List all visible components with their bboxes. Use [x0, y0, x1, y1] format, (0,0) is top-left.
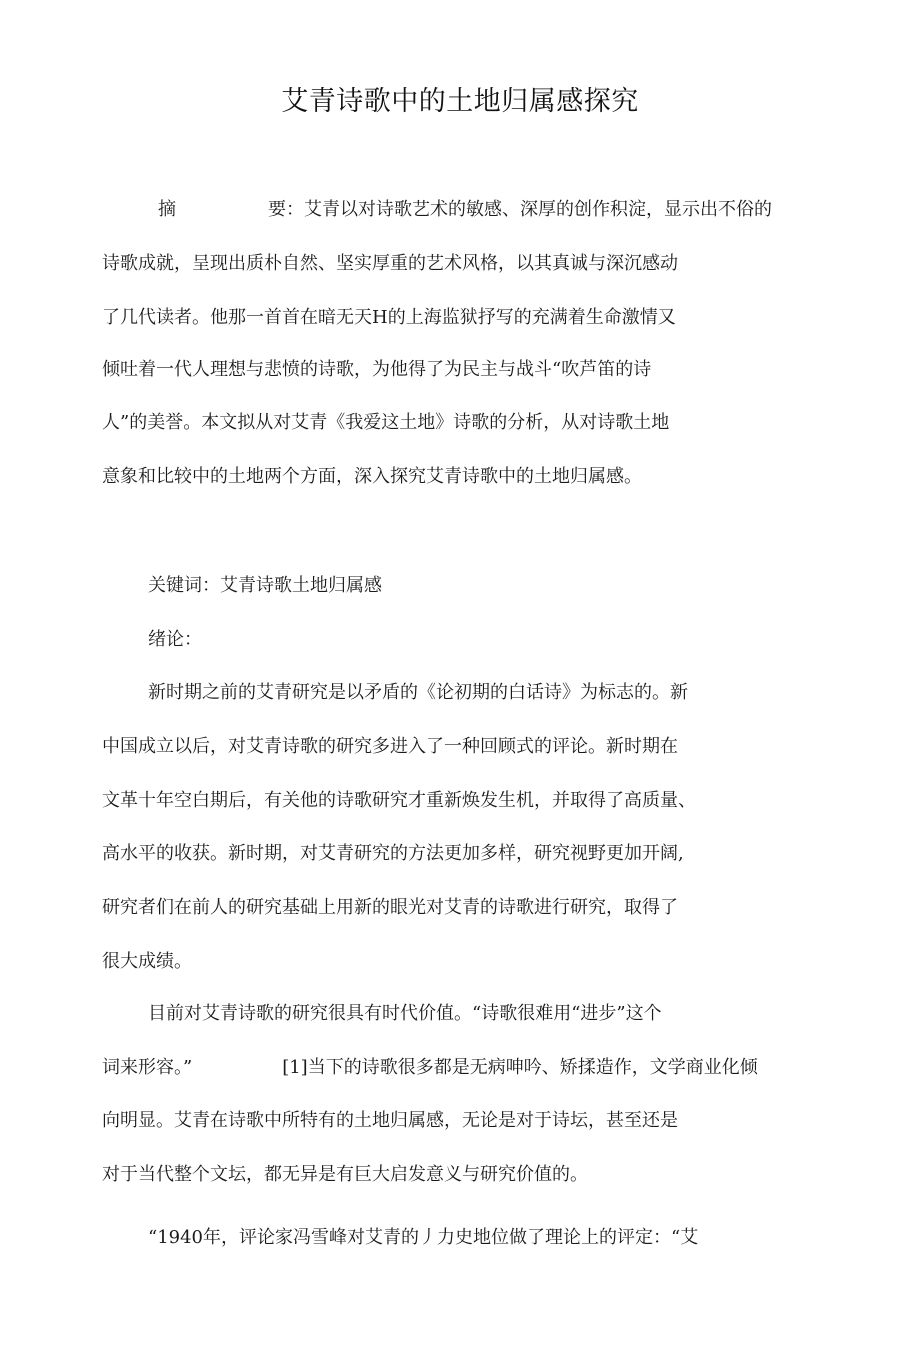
paragraph-line: 文革十年空白期后，有关他的诗歌研究才重新焕发生机，并取得了高质量、: [102, 790, 696, 811]
quote-end-text: 词来形容。”: [102, 1057, 193, 1078]
paragraph-line: 向明显。艾青在诗歌中所特有的土地归属感，无论是对于诗坛，甚至还是: [102, 1110, 678, 1131]
abstract-label-second-char: [268, 198, 772, 222]
paragraph-line-with-citation: [102, 1056, 758, 1080]
paragraph-line: “1940年，评论家冯雪峰对艾青的丿力史地位做了理论上的评定：“艾: [148, 1227, 699, 1248]
citation-text: [1]当下的诗歌很多都是无病呻吟、矫揉造作，文学商业化倾: [282, 1057, 758, 1078]
abstract-line: 诗歌成就，呈现出质朴自然、坚实厚重的艺术风格，以其真诚与深沉感动: [102, 253, 678, 274]
abstract-label-colon: 要：: [268, 199, 304, 220]
abstract-line: 倾吐着一代人理想与悲愤的诗歌，为他得了为民主与战斗“吹芦笛的诗: [102, 359, 652, 380]
paragraph-line: 对于当代整个文坛，都无异是有巨大启发意义与研究价值的。: [102, 1164, 588, 1185]
abstract-line: 意象和比较中的土地两个方面，深入探究艾青诗歌中的土地归属感。: [102, 466, 642, 487]
paragraph-line: 中国成立以后，对艾青诗歌的研究多进入了一种回顾式的评论。新时期在: [102, 736, 678, 757]
keywords: 关键词：艾青诗歌土地归属感: [148, 575, 382, 596]
paragraph-line: 新时期之前的艾青研究是以矛盾的《论初期的白话诗》为标志的。新: [148, 682, 688, 703]
document-title: 艾青诗歌中的土地归属感探究: [281, 86, 639, 117]
intro-heading: 绪论：: [148, 629, 202, 650]
abstract-line: 人”的美誉。本文拟从对艾青《我爱这土地》诗歌的分析，从对诗歌土地: [102, 412, 670, 433]
abstract-line: 了几代读者。他那一首首在暗无天H的上海监狱抒写的充满着生命激情又: [102, 307, 676, 328]
abstract-label-first-char: 摘: [158, 199, 176, 220]
paragraph-line: 目前对艾青诗歌的研究很具有时代价值。“诗歌很难用“进步”这个: [148, 1003, 662, 1024]
paragraph-line: 研究者们在前人的研究基础上用新的眼光对艾青的诗歌进行研究，取得了: [102, 897, 678, 918]
abstract-line-text: 艾青以对诗歌艺术的敏感、深厚的创作积淀，显示出不俗的: [304, 199, 772, 220]
paragraph-line: 很大成绩。: [102, 951, 192, 972]
paragraph-line: 高水平的收获。新时期，对艾青研究的方法更加多样，研究视野更加开阔,: [102, 843, 684, 864]
